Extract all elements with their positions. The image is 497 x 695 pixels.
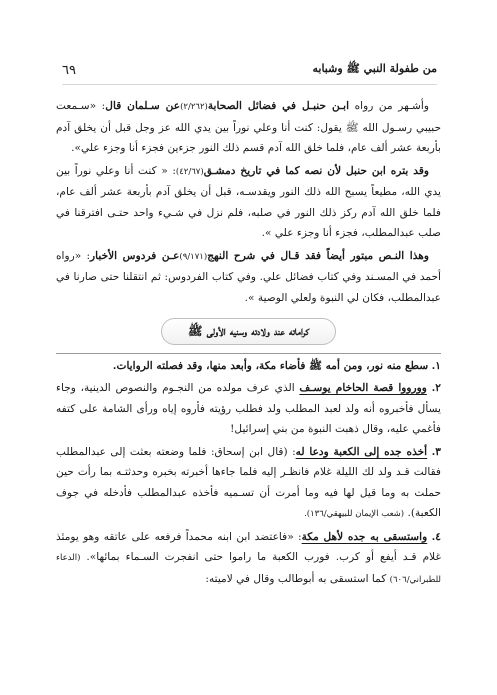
list-item	[56, 353, 441, 377]
list-item	[56, 442, 441, 525]
item-number: ٤.	[431, 530, 441, 543]
paragraph-ref: (٤٢/٦٧)	[175, 166, 204, 177]
item-heading: وورووا قصة الحاخام يوسـف	[299, 382, 427, 394]
paragraph-bold: وهذا النـص مبتور أيضاً فقد قـال في شرح النهج	[207, 249, 429, 262]
paragraph-bold: ابـن حنبـل في فضائل الصحابة	[207, 100, 350, 112]
paragraph-ref: (٢/٢٦٢)	[180, 102, 208, 112]
section-title-label: كراماته عند ولادته وسنيه الأولى ﷺ	[161, 318, 336, 345]
item-heading: سطع منه نور، ومن أمه ﷺ فأضاء مكة، وأبعد منها، وقد فصلته الروايات.	[112, 359, 429, 372]
item-ref: (الدعاء للطبراني/٦٠٦)	[56, 553, 441, 585]
paragraph-text: : «رواه أحمد في المسـند وفي كتاب فضائل علي. وفي كتاب الفردوس: ثم انتقلنا حتى صارنا في عبدالمطلب، فكان لي النبوة ولعلي الوصية ».	[56, 249, 441, 304]
list-item	[56, 527, 441, 591]
paragraph-text: : « كنت أنا وعلي نوراً بين يدي الله، مطيعاً يسبح الله ذلك النور ويقدسـه، قبل أن يخلق آدم بأربعة عشر ألف عام، فلما خلق الله آدم ركز ذلك النور في صلبه، فلم نزل في شـيء واحد حتـى افترقنا في صلب عبدالمطلب، فجزء أنا وجزء علي ».	[56, 164, 441, 239]
section-title	[56, 318, 441, 345]
item-ref: (شعب الإيمان للبيهقي/١٣٦).	[304, 509, 405, 519]
item-text: الذي عرف مولده من النجـوم والنصوص الدينية، وجاء يسأل فأخبروه أنه ولد لعبد المطلب ولد فطلب رؤيته فأروه إياه ورأى الشامة على كتفه فأغمي عليه، وقال ذهبت النبوة من بني إسرائيل!	[56, 382, 441, 435]
paragraph-bold-2: عـن فردوس الأخبار	[90, 249, 180, 262]
paragraph	[56, 246, 441, 309]
page-header	[62, 52, 437, 85]
item-number: ٣.	[431, 445, 441, 458]
item-number: ٢.	[431, 382, 441, 394]
paragraph	[56, 161, 441, 244]
paragraph-bold-2: عن سـلمان قال	[105, 100, 181, 112]
item-number: ١.	[431, 359, 441, 372]
paragraph-intro: وأشـهر من رواه	[349, 100, 429, 112]
item-heading: واستسقى به جده لأهل مكة	[301, 530, 428, 543]
paragraph-ref: (٩/١٧١)	[179, 251, 208, 262]
paragraph-text: : «سـمعت حبيبي رسـول الله ﷺ يقول: كنت أنا وعلي نوراً بين يدي الله عز وجل قبل أن يخلق آدم بأربعة عشر ألف عام، فلما خلق الله آدم قسم ذلك النور جزءين فجزء أنا وجزء علي».	[56, 100, 441, 154]
page-number: ٦٩	[62, 63, 76, 78]
list-item	[56, 378, 441, 440]
item-text: : (قال ابن إسحاق: فلما وضعته بعثت إلى عبدالمطلب فقالت قـد ولد لك الليلة غلام فانظـر إليه فلما جاءها أخبرته بخبره وحدثتـه بما رأت حين حملت به وما قيل لها فيه وما أمرت أن تسـميه فأخذه عبدالمطلب فأدخله في جوف الكعبة).	[56, 445, 441, 519]
paragraph	[56, 96, 441, 159]
item-tail: كما استسقى به أبوطالب وقال في لاميته:	[205, 572, 387, 585]
paragraph-bold: وقد بتره ابن حنبل لأن نصه كما في تاريخ دمشـق	[203, 164, 430, 177]
running-title: من طفولة النبي ﷺ وشبابه	[312, 62, 437, 75]
page-body	[56, 96, 441, 592]
item-heading: أخذه جده إلى الكعبة ودعا له	[295, 445, 428, 458]
item-text: : «فاعتضد ابن ابنه محمداً فرفعه على عاتقه وهو يومئذ غلام قـد أيفع أو كرب. فورب الكعبة ما راموا حتى انفجرت السـماء بمائها».	[56, 530, 442, 563]
